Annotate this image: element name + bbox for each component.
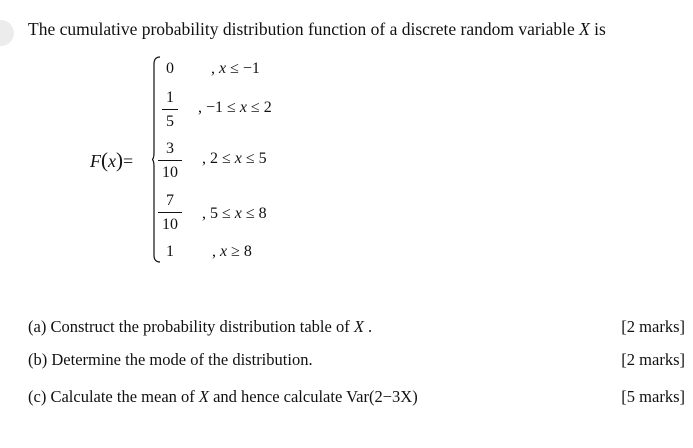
question-a-marks: [2 marks] [621,317,685,336]
piece-2-condition: , 2 ≤ x ≤ 5 [202,150,267,167]
piece-3-numerator: 7 [166,192,174,209]
question-a-label: (a) [28,317,47,336]
question-b-text: Determine the mode of the distribution. [51,350,313,369]
piece-3-condition: , 5 ≤ x ≤ 8 [202,205,267,222]
piece-2-numerator: 3 [166,140,174,157]
question-b [28,350,313,370]
question-a-text: Construct the probability distribution table of X . [50,317,373,336]
question-b-marks: [2 marks] [621,350,685,369]
question-c-text: Calculate the mean of X and hence calculate Var(2−3X) [50,387,418,406]
piece-1-condition: , −1 ≤ x ≤ 2 [198,99,272,116]
function-name: F [90,151,101,171]
piece-1-denominator: 5 [166,113,174,130]
piece-2-fraction [156,139,184,182]
piece-3-denominator: 10 [162,216,178,233]
function-variable: x [108,151,116,171]
question-c-marks: [5 marks] [621,387,685,406]
piece-0-value: 0 [166,60,174,77]
piece-2-denominator: 10 [162,164,178,181]
piece-3-fraction [156,191,184,234]
piece-1-fraction [156,88,184,131]
piece-4-condition: , x ≥ 8 [212,243,252,260]
question-c-label: (c) [28,387,47,406]
piece-0-condition: , x ≤ −1 [211,60,260,77]
question-c [28,387,418,407]
function-label: F(x)= [90,148,134,172]
question-intro [28,19,606,40]
piece-1-numerator: 1 [166,89,174,106]
question-b-label: (b) [28,350,48,369]
intro-text: The cumulative probability distribution function of a discrete random variable X is [28,19,606,39]
piece-4-value: 1 [166,243,174,260]
question-a [28,317,372,337]
page-corner-decoration [0,20,14,46]
